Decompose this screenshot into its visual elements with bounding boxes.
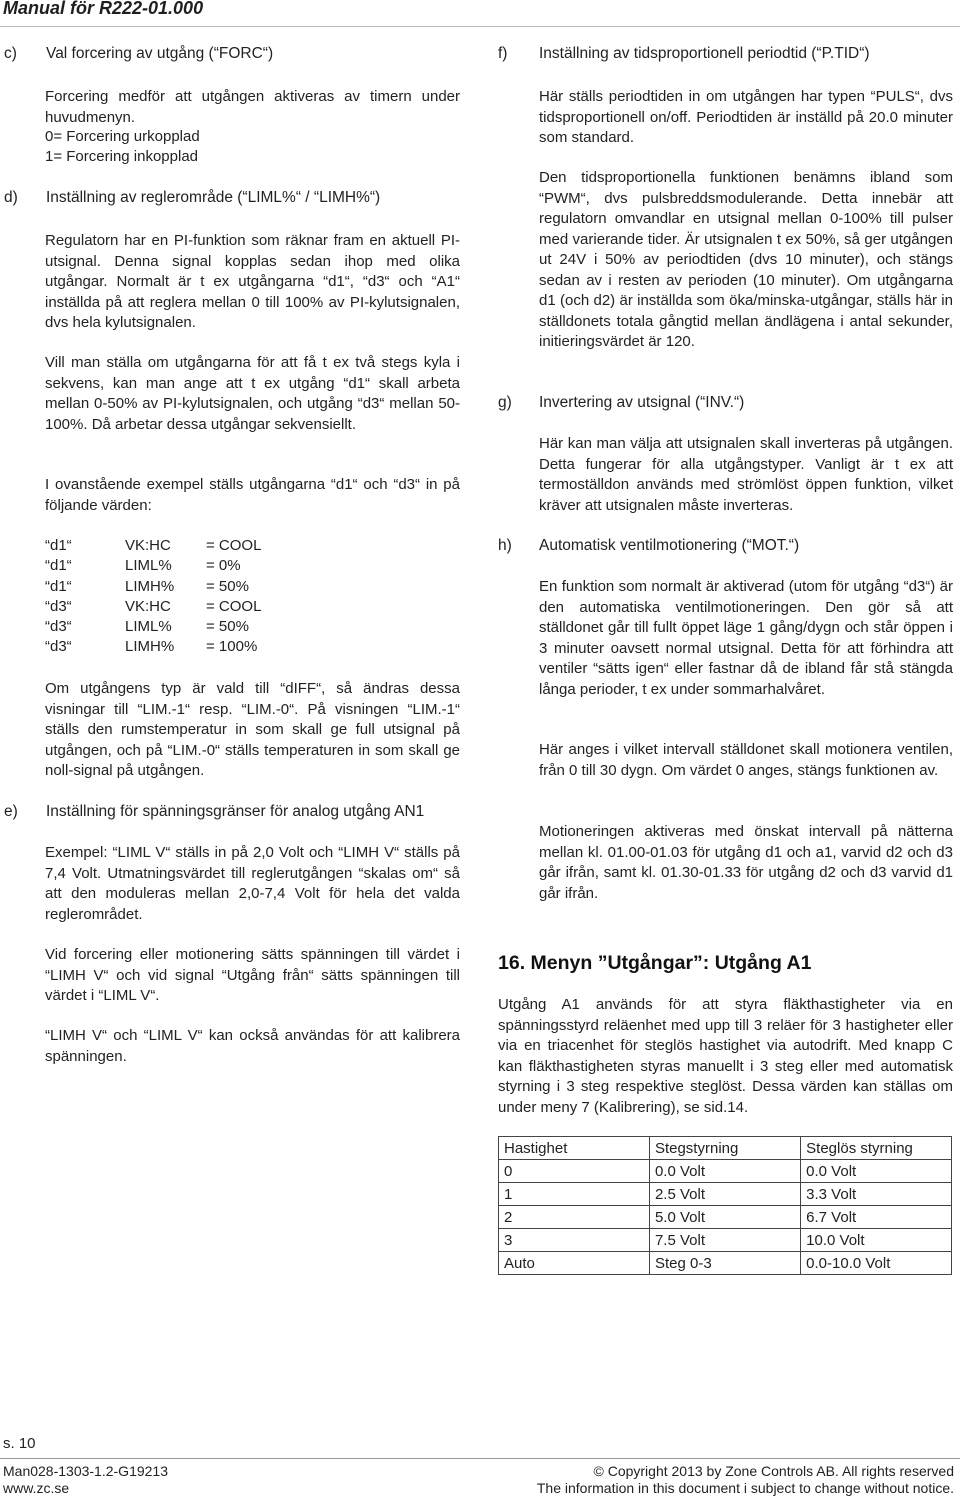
table-row <box>499 1206 952 1229</box>
section-e-title: Inställning för spänningsgränser för analog utgång AN1 <box>46 803 425 820</box>
table-row <box>499 1183 952 1206</box>
table-cell: 1 <box>499 1183 650 1206</box>
example-parameter: LIML% <box>125 618 172 636</box>
section-e-text-1: Exempel: “LIML V“ ställs in på 2,0 Volt och “LIMH V“ ställs på 7,4 Volt. Utmatningsvärdet till reglerutgången “skalas om“ så att den moduleras mellan 2,0-7,4 Volt för hela det valda reglerområdet. <box>45 844 460 923</box>
section-d-title: Inställning av reglerområde (“LIML%“ / “LIMH%“) <box>46 189 381 206</box>
section-c-text-1: Forcering medför att utgången aktiveras av timern under huvudmenyn. <box>45 88 460 126</box>
section-h-text-1: En funktion som normalt är aktiverad (utom för utgång “d3“) är den automatiska ventilmotioneringen. Den gör så att ställdonet går till fullt öppet läge 1 gång/dygn och står öppen i 3 minuter oavsett normal utsignal. Detta för att förhindra att ventiler “sätts igen“ eller fastnar då de ibland får stå stängda långa perioder, t ex under sommarhalvåret. <box>539 578 953 698</box>
section-d-letter: d) <box>4 189 18 206</box>
table-cell: 6.7 Volt <box>801 1206 952 1229</box>
section-g-letter: g) <box>498 394 512 411</box>
section-e-text-2: Vid forcering eller motionering sätts spänningen till värdet i “LIMH V“ och vid signal “Utgång från“ sätts spänningen till värdet i “LIML V“. <box>45 946 460 1004</box>
page-header <box>0 0 960 27</box>
change-notice: The information in this document i subject to change without notice. <box>536 1480 954 1496</box>
table-cell: 0.0 Volt <box>649 1160 800 1183</box>
table-cell: 0.0-10.0 Volt <box>801 1252 952 1275</box>
example-output: “d3“ <box>45 597 72 615</box>
page-number: s. 10 <box>3 1435 36 1452</box>
section-c-text-2: 0= Forcering urkopplad <box>45 128 200 145</box>
table-cell: 7.5 Volt <box>649 1229 800 1252</box>
website-link[interactable]: www.zc.se <box>3 1480 70 1496</box>
example-value: = COOL <box>206 597 262 615</box>
table-cell: 2.5 Volt <box>649 1183 800 1206</box>
document-id: Man028-1303-1.2-G19213 <box>3 1463 169 1479</box>
manual-title: Manual för R222-01.000 <box>3 0 204 18</box>
table-header-cell: Hastighet <box>499 1137 650 1160</box>
section-d-text-4: Om utgångens typ är vald till “dIFF“, så ändras dessa visningar till “LIM.-1“ resp. “LIM.-0“. På visningen “LIM.-1“ ställs den rumstemperatur in som skall ge full utsignal på utgången, och på “LIM.-0“ ställs temperaturen in som skall ge noll-signal på utgången. <box>45 680 460 779</box>
section-d-text-3: I ovanstående exempel ställs utgångarna “d1“ och “d3“ in på följande värden: <box>45 476 460 514</box>
table-cell: 0 <box>499 1160 650 1183</box>
example-output: “d1“ <box>45 577 72 595</box>
section-d-text-1: Regulatorn har en PI-funktion som räknar fram en aktuell PI-utsignal. Denna signal kopplas sedan ihop med olika utgångar. Normalt är t ex utgångarna “d1“, “d3“ och “A1“ inställda på att reglera mellan 0 till 100% av PI-kylutsignalen, dvs hela kylutsignalen. <box>45 232 460 331</box>
section-g-text-1: Här kan man välja att utsignalen skall inverteras på utgången. Detta fungerar för alla utgångstyper. Vanligt är t ex att termoställdon används med strömlöst öppen funktion, vilket kräver att utsignalen måste inverteras. <box>539 435 953 514</box>
table-row <box>499 1160 952 1183</box>
section-f-text-2: Den tidsproportionella funktionen benämns ibland som “PWM“, dvs pulsbreddsmodulerande. Detta innebär att regulatorn omvandlar en utsignal mellan 0-100% till pulser med varierande tider. Är utsignalen t ex 50%, så ger utgången ut 24V i 50% av periodtiden (dvs 10 minuter), och stängs sedan av i resten av perioden (10 minuter). Om utgångarna d1 (och d2) är inställda som öka/minska-utgångar, ställs här in ställdonets totala gångtid mellan ändlägena i antal sekunder, initieringsvärdet är 120. <box>539 169 953 350</box>
section-16-heading: 16. Menyn ”Utgångar”: Utgång A1 <box>498 952 812 974</box>
table-header-cell: Steglös styrning <box>801 1137 952 1160</box>
table-header-cell: Stegstyrning <box>649 1137 800 1160</box>
table-row <box>499 1229 952 1252</box>
example-parameter: VK:HC <box>125 537 171 554</box>
section-g-title: Invertering av utsignal (“INV.“) <box>539 394 745 411</box>
example-output: “d3“ <box>45 618 72 636</box>
section-c-text-3: 1= Forcering inkopplad <box>45 148 199 165</box>
section-16-text: Utgång A1 används för att styra fläkthastigheter via en spänningsstyrd reläenhet med upp till 3 reläer för 3 hastigheter eller via en triacenhet för steglös hastighet via autodrift. Med knapp C kan fläkthastigheten styras manuellt i 3 steg eller med automatisk styrning i 3 steg respektive steglöst. Dessa värden kan ställas om under meny 7 (Kalibrering), se sid.14. <box>498 996 953 1116</box>
table-cell: 3.3 Volt <box>801 1183 952 1206</box>
footer-divider <box>0 1458 960 1459</box>
section-e-text-3: “LIMH V“ och “LIML V“ kan också användas för att kalibrera spänningen. <box>45 1027 460 1065</box>
example-value: = 50% <box>206 577 249 595</box>
section-f-title: Inställning av tidsproportionell periodtid (“P.TID“) <box>539 45 870 62</box>
example-value: = 0% <box>206 557 241 575</box>
section-h-letter: h) <box>498 537 512 554</box>
example-output: “d1“ <box>45 557 72 575</box>
section-c-letter: c) <box>4 45 17 62</box>
example-parameter: LIML% <box>125 557 172 575</box>
table-cell: 2 <box>499 1206 650 1229</box>
section-h-title: Automatisk ventilmotionering (“MOT.“) <box>539 537 800 554</box>
section-h-text-2: Här anges i vilket intervall ställdonet skall motionera ventilen, från 0 till 30 dygn. Om värdet 0 anges, stängs funktionen av. <box>539 741 953 779</box>
table-cell: 10.0 Volt <box>801 1229 952 1252</box>
section-e-letter: e) <box>4 803 18 820</box>
fan-speed-table <box>498 1136 952 1275</box>
example-parameter: VK:HC <box>125 597 171 615</box>
table-cell: Auto <box>499 1252 650 1275</box>
table-cell: 3 <box>499 1229 650 1252</box>
section-h-text-3: Motioneringen aktiveras med önskat intervall på nätterna mellan kl. 01.00-01.03 för utgång d1 och a1, varvid d2 och d3 går ifrån, samt kl. 01.30-01.33 för utgång d2 och d3 varvid d1 går ifrån. <box>539 823 953 902</box>
table-header-row <box>499 1137 952 1160</box>
table-cell: 0.0 Volt <box>801 1160 952 1183</box>
example-value: = 100% <box>206 638 258 656</box>
example-output: “d1“ <box>45 537 72 554</box>
example-value: = 50% <box>206 618 249 636</box>
section-f-letter: f) <box>498 45 508 62</box>
table-cell: 5.0 Volt <box>649 1206 800 1229</box>
table-row <box>499 1252 952 1275</box>
example-parameter: LIMH% <box>125 638 175 656</box>
example-parameter: LIMH% <box>125 577 175 595</box>
example-output: “d3“ <box>45 638 72 656</box>
table-cell: Steg 0-3 <box>649 1252 800 1275</box>
section-f-text-1: Här ställs periodtiden in om utgången har typen “PULS“, dvs tidsproportionell on/off. Periodtiden är inställd på 20.0 minuter som standard. <box>539 88 953 146</box>
section-c-title: Val forcering av utgång (“FORC“) <box>46 45 274 62</box>
section-d-text-2: Vill man ställa om utgångarna för att få t ex två stegs kyla i sekvens, kan man ange att t ex utgång “d1“ skall arbeta mellan 0-50% av PI-kylutsignalen, och utgång “d3“ mellan 50-100%. Då arbetar dessa utgångar sekvensiellt. <box>45 354 460 433</box>
example-value: = COOL <box>206 537 262 554</box>
copyright-notice: © Copyright 2013 by Zone Controls AB. All rights reserved <box>593 1463 954 1479</box>
